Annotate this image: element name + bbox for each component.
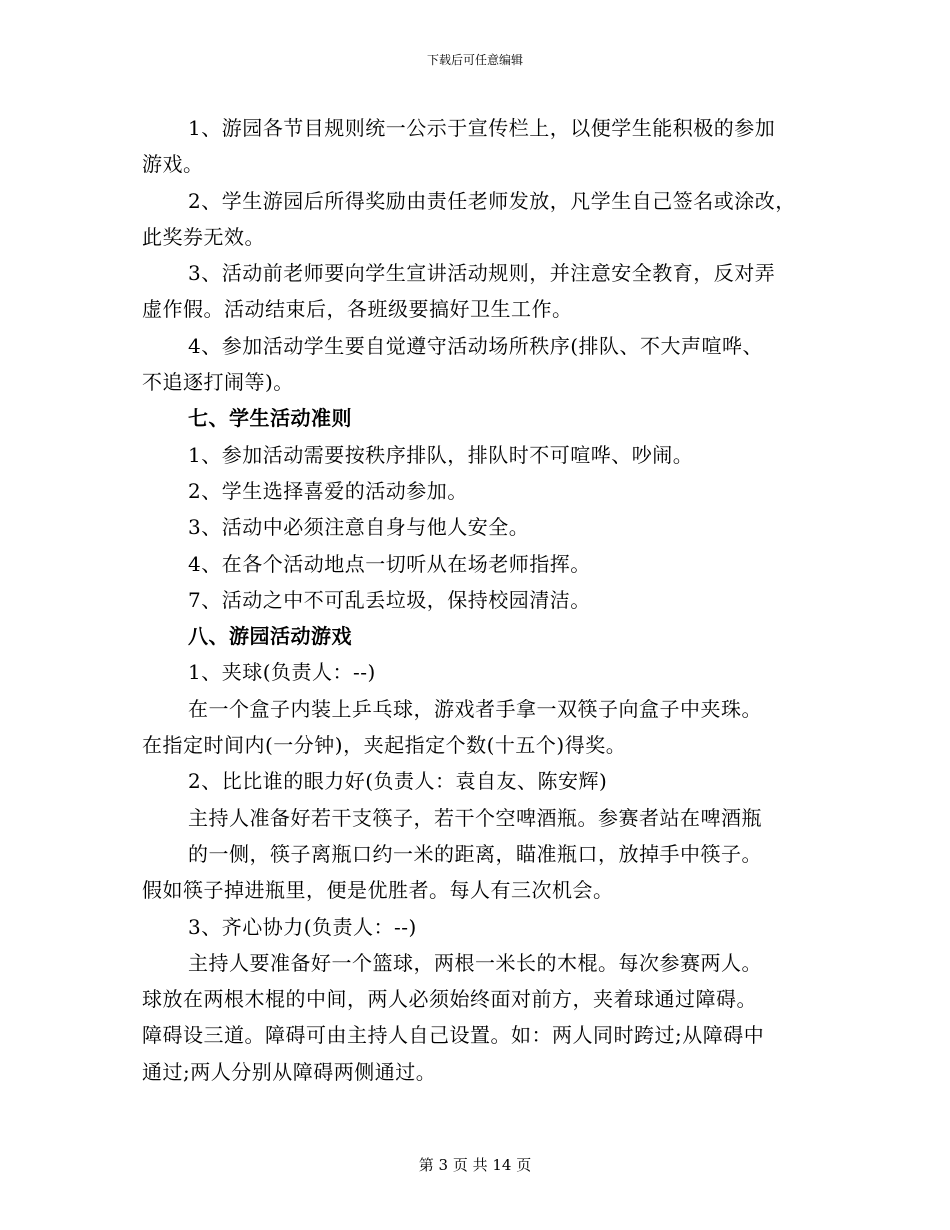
text-line: 在一个盒子内装上乒乓球，游戏者手拿一双筷子向盒子中夹珠。 [188,696,762,721]
text-line: 2、学生选择喜爱的活动参加。 [188,478,468,503]
text-line: 1、参加活动需要按秩序排队，排队时不可喧哗、吵闹。 [188,442,694,467]
text-line: 障碍设三道。障碍可由主持人自己设置。如：两人同时跨过;从障碍中 [142,1023,765,1048]
text-line: 主持人要准备好一个篮球，两根一米长的木棍。每次参赛两人。 [188,950,762,975]
text-line: 4、在各个活动地点一切听从在场老师指挥。 [188,551,591,576]
section-heading: 七、学生活动准则 [188,406,352,431]
text-line: 3、活动中必须注意自身与他人安全。 [188,515,530,540]
text-line: 不追逐打闹等)。 [142,370,294,395]
text-line: 2、学生游园后所得奖励由责任老师发放，凡学生自己签名或涂改， [188,188,796,213]
text-line: 2、比比谁的眼力好(负责人：袁自友、陈安辉) [188,769,608,794]
document-body [142,110,812,1090]
text-line: 游戏。 [142,152,204,177]
text-line: 假如筷子掉进瓶里，便是优胜者。每人有三次机会。 [142,878,614,903]
text-line: 主持人准备好若干支筷子，若干个空啤酒瓶。参赛者站在啤酒瓶 [188,805,762,830]
section-heading: 八、游园活动游戏 [188,624,352,649]
text-line: 1、夹球(负责人：--) [188,660,376,685]
text-line: 7、活动之中不可乱丢垃圾，保持校园清洁。 [188,587,591,612]
page-header: 下载后可任意编辑 [426,53,523,67]
text-line: 1、游园各节目规则统一公示于宣传栏上，以便学生能积极的参加 [188,116,776,140]
text-line: 在指定时间内(一分钟)，夹起指定个数(十五个)得奖。 [142,733,627,758]
text-line: 虚作假。活动结束后，各班级要搞好卫生工作。 [142,297,573,322]
text-line: 通过;两人分别从障碍两侧通过。 [142,1059,437,1084]
text-line: 的一侧，筷子离瓶口约一米的距离，瞄准瓶口，放掉手中筷子。 [188,841,762,866]
text-line: 3、活动前老师要向学生宣讲活动规则，并注意安全教育，反对弄 [188,261,776,286]
text-line: 此奖券无效。 [142,224,265,249]
text-line: 3、齐心协力(负责人：--) [188,914,417,939]
text-line: 球放在两根木棍的中间，两人必须始终面对前方，夹着球通过障碍。 [142,987,757,1012]
text-line: 4、参加活动学生要自觉遵守活动场所秩序(排队、不大声喧哗、 [188,333,764,358]
page-footer: 第 3 页 共 14 页 [418,1156,532,1174]
